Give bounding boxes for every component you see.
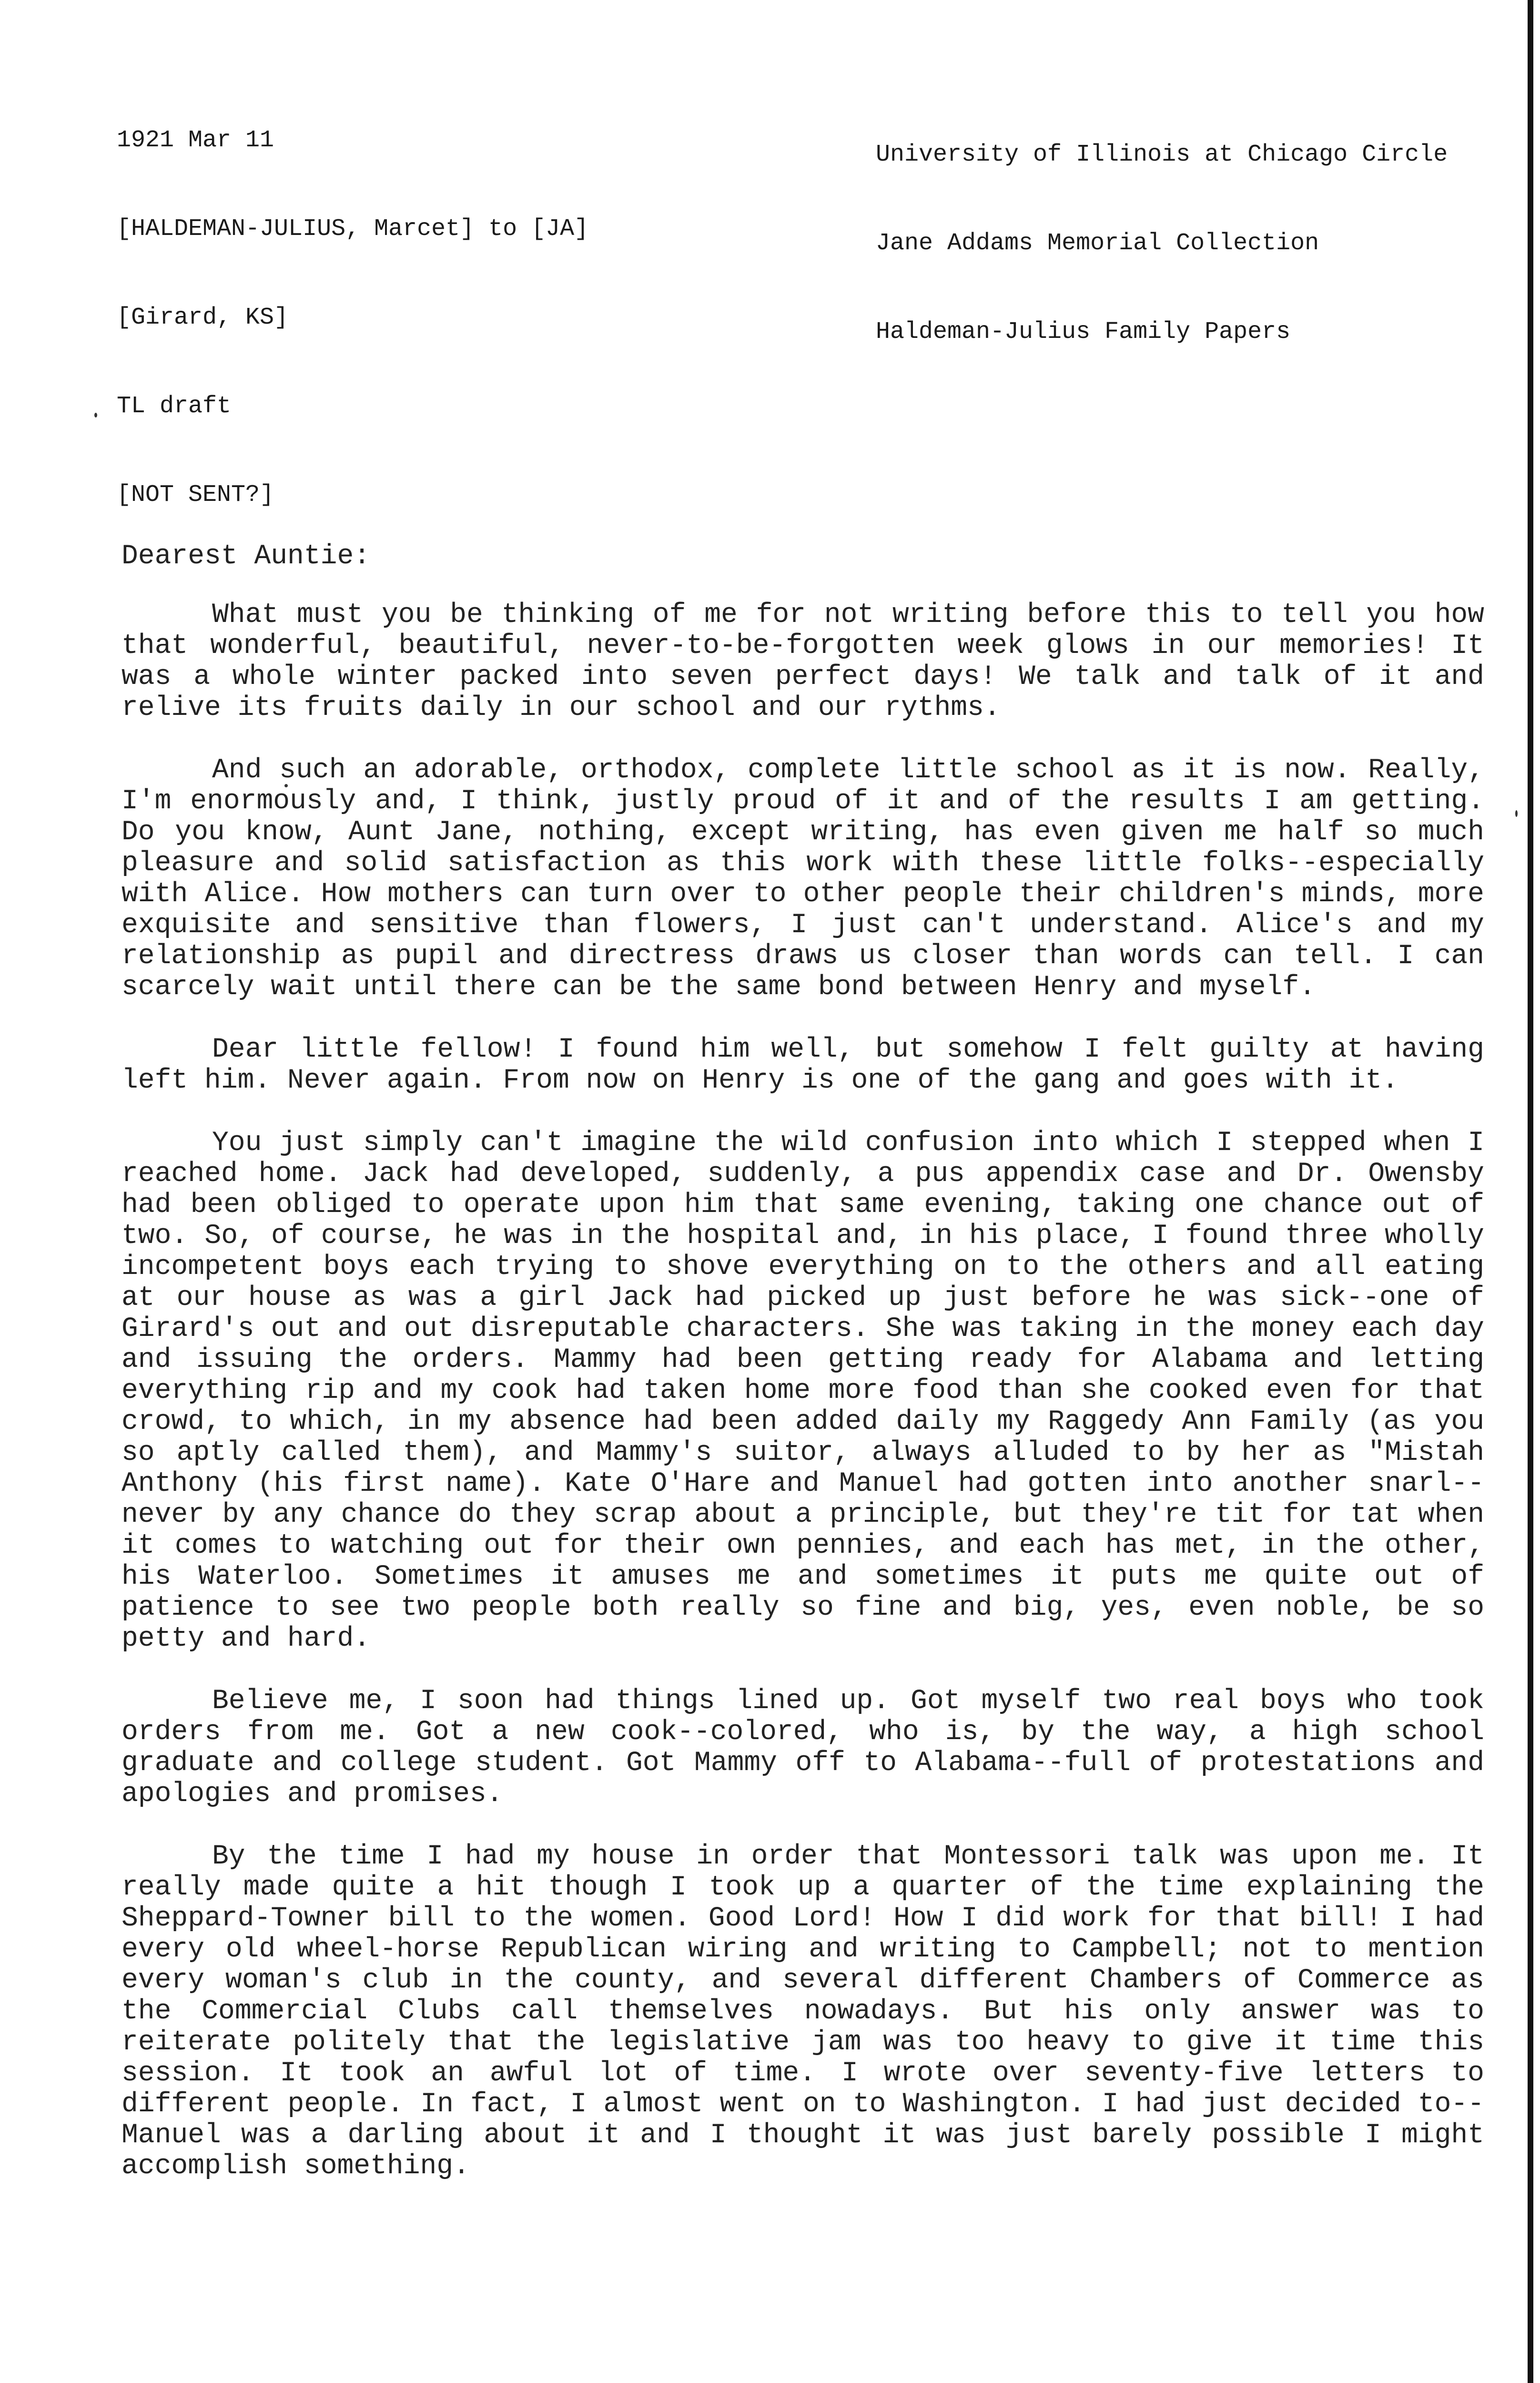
letter-body [122,541,1484,2213]
catalog-status: [NOT SENT?] [117,481,274,509]
paper-speck [1515,810,1518,817]
letter-paragraph: By the time I had my house in order that Montessori talk was upon me. It really made quite a hit though I took up a quarter of the time explaining the Sheppard-Towner bill to the women. Good Lord! How I did work for that bill! I had every old wheel-horse Republican wiring and writing to Campbell; not to mention every woman's club in the county, and several different Chambers of Commerce as the Commercial Clubs call themselves nowadays. But his only answer was to reiterate politely that the legislative jam was too heavy to give it time this session. It took an awful lot of time. I wrote over seventy-five letters to different people. In fact, I almost went on to Washington. I had just decided to--Manuel was a darling about it and I thought it was just barely possible I might accomplish something. [122,1841,1484,2182]
letter-paragraph: Believe me, I soon had things lined up. Got myself two real boys who took orders from me. Got a new cook--colored, who is, by the way, a high school graduate and college student. Got Mammy off to Alabama--full of protestations and apologies and promises. [122,1686,1484,1810]
catalog-format: TL draft [117,393,232,420]
collection-institution: University of Illinois at Chicago Circle [876,141,1448,168]
catalog-annotation [117,67,588,569]
collection-name: Jane Addams Memorial Collection [876,230,1319,257]
paper-speck [94,413,97,418]
letter-paragraph: What must you be thinking of me for not writing before this to tell you how that wonderful, beautiful, never-to-be-forgotten week glows in our memories! It was a whole winter packed into seven perfect days! We talk and talk of it and relive its fruits daily in our school and our rythms. [122,600,1484,723]
catalog-correspondents: [HALDEMAN-JULIUS, Marcet] to [JA] [117,215,589,243]
collection-label [876,81,1448,406]
catalog-place: [Girard, KS] [117,304,289,331]
letter-paragraph: You just simply can't imagine the wild confusion into which I stepped when I reached home. Jack had developed, suddenly, a pus appendix case and Dr. Owensby had been obliged to operate upon him that same evening, taking one chance out of two. So, of course, he was in the hospital and, in his place, I found three wholly incompetent boys each trying to shove everything on to the others and all eating at our house as was a girl Jack had picked up just before he was sick--one of Girard's out and out disreputable characters. She was taking in the money each day and issuing the orders. Mammy had been getting ready for Alabama and letting everything rip and my cook had taken home more food than she cooked even for that crowd, to which, in my absence had been added daily my Raggedy Ann Family (as you so aptly called them), and Mammy's suitor, always alluded to by her as "Mistah Anthony (his first name). Kate O'Hare and Manuel had gotten into another snarl--never by any chance do they scrap about a principle, but they're tit for tat when it comes to watching out for their own pennies, and each has met, in the other, his Waterloo. Sometimes it amuses me and sometimes it puts me quite out of patience to see two people both really so fine and big, yes, even noble, be so petty and hard. [122,1128,1484,1654]
collection-series: Haldeman-Julius Family Papers [876,318,1291,346]
letter-salutation: Dearest Auntie: [122,541,371,572]
catalog-date: 1921 Mar 11 [117,127,274,154]
page-edge-border [1528,0,1533,2383]
letter-paragraph: And such an adorable, orthodox, complete little school as it is now. Really, I'm enormously and, I think, justly proud of it and of the results I am getting. Do you know, Aunt Jane, nothing, except writing, has even given me half so much pleasure and solid satisfaction as this work with these little folks--especially with Alice. How mothers can turn over to other people their children's minds, more exquisite and sensitive than flowers, I just can't understand. Alice's and my relationship as pupil and directress draws us closer than words can tell. I can scarcely wait until there can be the same bond between Henry and myself. [122,755,1484,1003]
letter-paragraph: Dear little fellow! I found him well, but somehow I felt guilty at having left him. Never again. From now on Henry is one of the gang and goes with it. [122,1034,1484,1096]
